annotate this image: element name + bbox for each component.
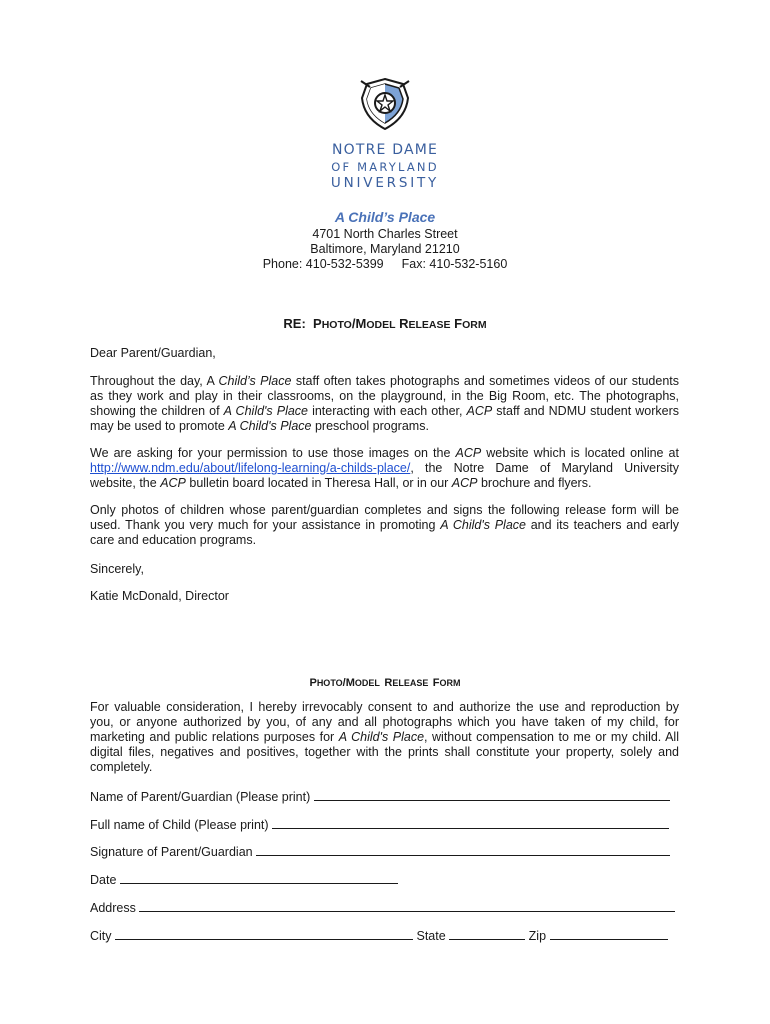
release-form-title: PHOTO/MODEL RELEASE FORM — [309, 677, 461, 689]
paragraph-permission: We are asking for your permission to use those images on the ACP website which is located online at http://www.ndm.edu/about/lifelong-learning/a-childs-place/, the Notre Dame of Maryland University website, the ACP bulletin board located in Theresa Hall, or in our ACP brochure and flyers. — [90, 446, 679, 490]
parent-name-field — [90, 789, 670, 804]
signer-name: Katie McDonald, Director — [90, 589, 229, 603]
child-name-blank[interactable] — [272, 817, 669, 829]
signature-field — [90, 844, 670, 859]
address-street: 4701 North Charles Street — [312, 227, 458, 241]
closing: Sincerely, — [90, 562, 144, 576]
parent-name-label: Name of Parent/Guardian (Please print) — [90, 790, 311, 804]
address-label: Address — [90, 901, 136, 915]
signature-blank[interactable] — [256, 844, 670, 856]
city-label: City — [90, 929, 112, 943]
fax-number: Fax: 410-532-5160 — [401, 257, 508, 271]
zip-label: Zip — [528, 929, 547, 943]
contact-line — [0, 257, 770, 271]
university-crest-logo — [358, 78, 412, 130]
child-name-label: Full name of Child (Please print) — [90, 818, 269, 832]
salutation: Dear Parent/Guardian, — [90, 346, 216, 360]
paragraph-photographs: Throughout the day, A Child’s Place staff often takes photographs and sometimes videos of our students as they work and play in their classrooms, on the playground, in the Big Room, etc. The photographs, showing the children of A Child's Place interacting with each other, ACP staff and NDMU student workers may be used to promote A Child's Place preschool programs. — [90, 374, 679, 433]
place-name: A Child’s Place — [334, 209, 436, 225]
university-name-line2: OF MARYLAND — [331, 160, 439, 174]
university-name-line1: NOTRE DAME — [331, 142, 439, 158]
signature-label: Signature of Parent/Guardian — [90, 845, 253, 859]
paragraph-consent: For valuable consideration, I hereby irrevocably consent to and authorize the use and reproduction by you, or anyone authorized by you, of any and all photographs which you have taken of my child, for marketing and public relations purposes for A Child's Place, without compensation to me or my child. All digital files, negatives and positives, together with the prints shall constitute your property, solely and completely. — [90, 700, 679, 774]
university-name-line3: UNIVERSITY — [330, 175, 440, 191]
state-label: State — [416, 929, 446, 943]
address-field — [90, 900, 675, 915]
city-blank[interactable] — [115, 928, 413, 940]
date-blank[interactable] — [120, 872, 398, 884]
phone-number: Phone: 410-532-5399 — [262, 257, 384, 271]
child-name-field — [90, 817, 669, 832]
date-field — [90, 872, 398, 887]
zip-blank[interactable] — [550, 928, 668, 940]
acp-website-link[interactable]: http://www.ndm.edu/about/lifelong-learning/a-childs-place/ — [90, 461, 411, 475]
paragraph-release-notice: Only photos of children whose parent/guardian completes and signs the following release form will be used. Thank you very much for your assistance in promoting A Child's Place and its teachers and early care and education programs. — [90, 503, 679, 547]
parent-name-blank[interactable] — [314, 789, 670, 801]
address-city: Baltimore, Maryland 21210 — [310, 242, 460, 256]
state-blank[interactable] — [449, 928, 525, 940]
date-label: Date — [90, 873, 117, 887]
address-blank[interactable] — [139, 900, 675, 912]
letter-title: RE: PHOTO/MODEL RELEASE FORM — [283, 316, 487, 331]
city-state-zip-field — [90, 928, 668, 943]
